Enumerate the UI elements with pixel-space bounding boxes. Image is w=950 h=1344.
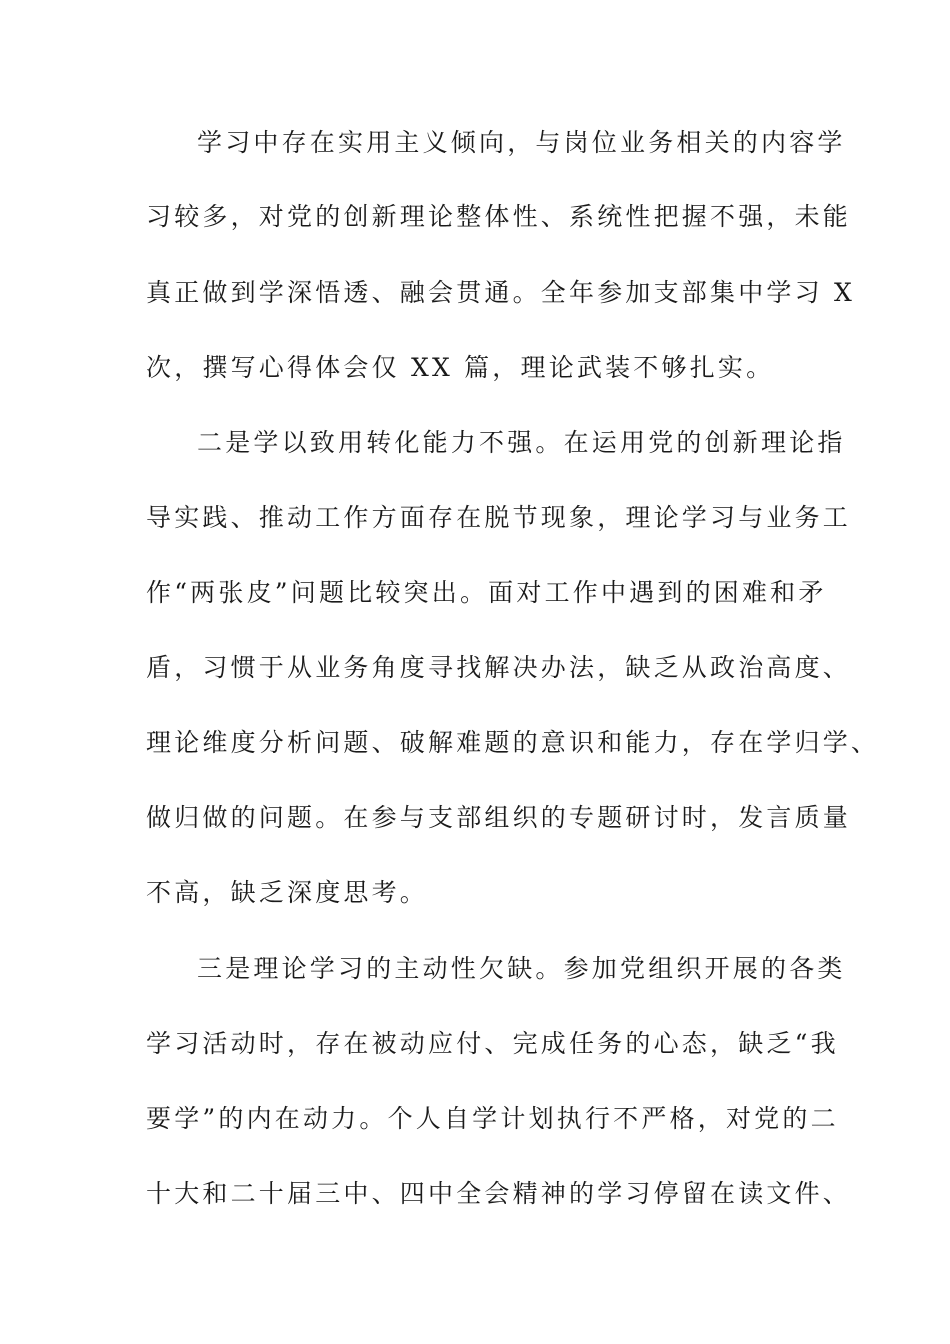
text-line: 不高，缺乏深度思考。 bbox=[146, 878, 429, 907]
text-line: 十大和二十届三中、四中全会精神的学习停留在读文件、 bbox=[146, 1179, 852, 1208]
text-line: 次，撰写心得体会仅 XX 篇，理论武装不够扎实。 bbox=[146, 353, 775, 382]
text-line: 做归做的问题。在参与支部组织的专题研讨时，发言质量 bbox=[146, 803, 852, 832]
text-line: 导实践、推动工作方面存在脱节现象，理论学习与业务工 bbox=[146, 503, 852, 532]
text-line: 要学”的内在动力。个人自学计划执行不严格，对党的二 bbox=[146, 1104, 839, 1133]
text-line: 盾，习惯于从业务角度寻找解决办法，缺乏从政治高度、 bbox=[146, 653, 852, 682]
text-line: 二是学以致用转化能力不强。在运用党的创新理论指 bbox=[197, 428, 846, 457]
text-line: 习较多，对党的创新理论整体性、系统性把握不强，未能 bbox=[146, 202, 852, 231]
text-line: 作“两张皮”问题比较突出。面对工作中遇到的困难和矛 bbox=[146, 578, 827, 607]
text-line: 真正做到学深悟透、融会贯通。全年参加支部集中学习 X bbox=[146, 278, 855, 307]
text-line: 三是理论学习的主动性欠缺。参加党组织开展的各类 bbox=[197, 954, 846, 983]
text-line: 学习中存在实用主义倾向，与岗位业务相关的内容学 bbox=[197, 128, 846, 157]
text-line: 学习活动时，存在被动应付、完成任务的心态，缺乏“我 bbox=[146, 1029, 839, 1058]
text-line: 理论维度分析问题、破解难题的意识和能力，存在学归学、 bbox=[146, 728, 880, 757]
